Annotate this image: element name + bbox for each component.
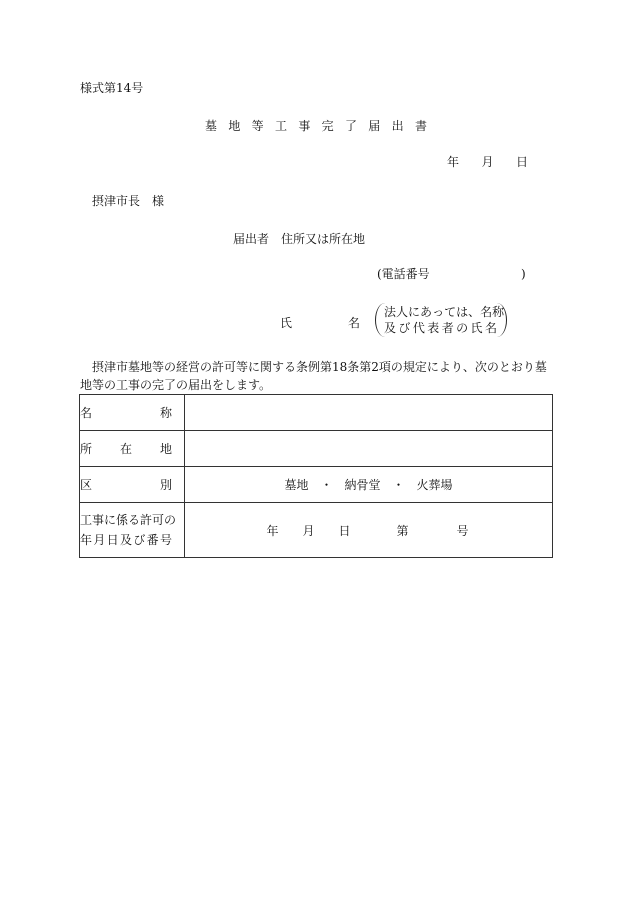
category-row-value[interactable]: 墓地 ・ 納骨堂 ・ 火葬場 [185,467,553,503]
corporate-note-line2: 及 び 代 表 者 の 氏 名 [384,321,497,335]
table-row [80,503,553,558]
table-row [80,395,553,431]
table-row [80,431,553,467]
permit-row-value[interactable]: 年 月 日 第 号 [185,503,553,558]
title-char: 了 [344,119,357,133]
permit-row-label: 工事に係る許可の 年 月 日 及 び 番 号 [80,503,185,558]
location-row-label: 所 在 地 [80,431,185,467]
phone-close: ) [521,267,526,281]
name-row-value[interactable] [185,395,553,431]
title-char: 事 [298,119,311,133]
date-line [447,155,528,169]
title-char: 墓 [205,119,218,133]
date-day: 日 [515,155,528,169]
name-char: 名 [347,316,360,330]
phone-label: (電話番号 [377,267,430,281]
name-label [280,316,360,330]
title-char: 出 [391,119,404,133]
addressee: 摂津市長 様 [92,194,165,208]
location-row-value[interactable] [185,431,553,467]
name-row-label: 名 称 [80,395,185,431]
form-number: 様式第14号 [80,81,144,95]
corporate-note-line1: 法 人 に あ っ て は 、 名 称 [384,305,505,319]
body-paragraph: 摂津市墓地等の経営の許可等に関する条例第18条第2項の規定により、次のとおり墓地等の工事の完了の届出をします。 [80,360,547,392]
title-char: 等 [251,119,264,133]
document-title [205,119,427,133]
title-char: 地 [228,119,241,133]
details-table [79,394,553,558]
title-char: 完 [321,119,334,133]
name-char: 氏 [280,316,293,330]
corporate-note-bracket [375,303,507,337]
date-year: 年 [447,155,460,169]
category-row-label: 区 別 [80,467,185,503]
title-char: 書 [414,119,427,133]
title-char: 届 [368,119,381,133]
applicant-address-label: 届出者 住所又は所在地 [233,232,366,246]
date-month: 月 [481,155,494,169]
table-row [80,467,553,503]
title-char: 工 [274,119,287,133]
